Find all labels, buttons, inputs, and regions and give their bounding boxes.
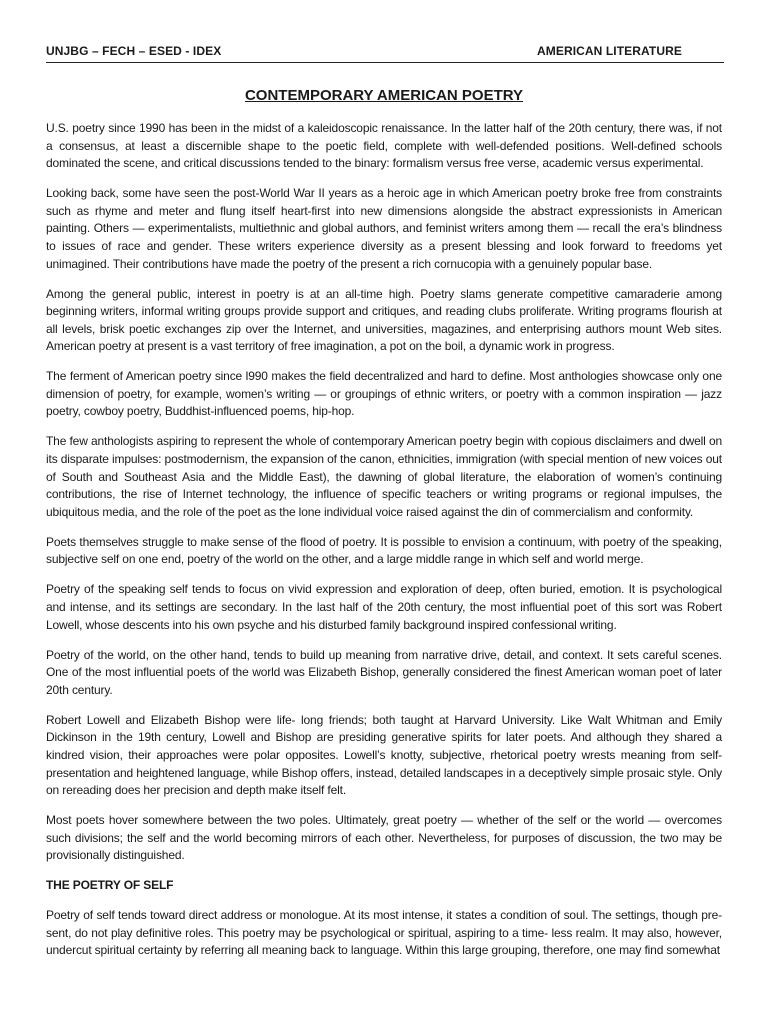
document-body <box>46 120 722 972</box>
paragraph: Poetry of the speaking self tends to focus on vivid expression and exploration of deep, often buried, emotion. It is psychological and intense, and its settings are secondary. In the last half of the 20th century, the most influential poet of this sort was Robert Lowell, whose descents into his own psyche and his disturbed family background inspired confessional writing. <box>46 582 722 632</box>
paragraph: The ferment of American poetry since l990 makes the field decentralized and hard to define. Most anthologies showcase only one dimension of poetry, for example, women’s writing — or groupings of ethnic writers, or poetry with a common inspiration — jazz poetry, cowboy poetry, Buddhist-influenced poems, hip-hop. <box>46 369 722 419</box>
paragraph: Among the general public, interest in poetry is at an all-time high. Poetry slams generate competitive camaraderie among beginning writers, informal writing groups provide support and critiques, and reading clubs proliferate. Writing programs flourish at all levels, brisk poetic exchanges zip over the Internet, and universities, magazines, and enterprising authors mount Web sites. American poetry at present is a vast territory of free imagination, a pot on the boil, a dynamic work in progress. <box>46 286 722 354</box>
page-header <box>46 44 722 64</box>
paragraph: Poetry of self tends toward direct address or monologue. At its most intense, it states a condition of soul. The settings, though pre- sent, do not play definitive roles. This poetry may be psychological or spiritual, aspiring to a time- less realm. It may also, however, undercut spiritual certainty by referring all meaning back to language. Within this large grouping, therefore, one may find somewhat <box>46 908 722 958</box>
header-course: AMERICAN LITERATURE <box>536 44 682 58</box>
paragraph: The few anthologists aspiring to represent the whole of contemporary American poetry begin with copious disclaimers and dwell on its disparate impulses: postmodernism, the expansion of the canon, ethnicities, immigration (with special mention of new voices out of South and Southeast Asia and the Middle East), the dawning of global literature, the elaboration of women’s continuing contributions, the rise of Internet technology, the influence of specific teachers or writing programs or regional impulses, the ubiquitous media, and the role of the poet as the lone individual voice raised against the din of commercialism and conformity. <box>46 434 722 519</box>
paragraph: U.S. poetry since 1990 has been in the midst of a kaleidoscopic renaissance. In the latter half of the 20th century, there was, if not a consensus, at least a discernible shape to the poetic field, complete with well-defended positions. Well-defined schools dominated the scene, and critical discussions tended to the binary: formalism versus free verse, academic versus experimental. <box>46 121 722 171</box>
header-institution: UNJBG – FECH – ESED - IDEX <box>46 44 222 58</box>
paragraph: Poets themselves struggle to make sense of the flood of poetry. It is possible to envision a continuum, with poetry of the speaking, subjective self on one end, poetry of the world on the other, and a large middle range in which self and world merge. <box>46 534 722 567</box>
paragraph: Looking back, some have seen the post-World War II years as a heroic age in which American poetry broke free from constraints such as rhyme and meter and flung itself heart-first into new dimensions alongside the abstract expressionists in American painting. Others — experimentalists, multiethnic and global authors, and feminist writers among them — recall the era’s blindness to issues of race and gender. These writers experience diversity as a present blessing and look forward to freedoms yet unimagined. Their contributions have made the poetry of the present a rich cornucopia with a genuinely popular base. <box>46 186 722 271</box>
paragraph: Most poets hover somewhere between the two poles. Ultimately, great poetry — whether of the self or the world — overcomes such divisions; the self and the world becoming mirrors of each other. Nevertheless, for purposes of discussion, the two may be provisionally distinguished. <box>46 813 722 863</box>
paragraph: Poetry of the world, on the other hand, tends to build up meaning from narrative drive, detail, and context. It sets careful scenes. One of the most influential poets of the world was Elizabeth Bishop, generally considered the finest American woman poet of later 20th century. <box>46 647 722 697</box>
page-title: CONTEMPORARY AMERICAN POETRY <box>244 87 524 104</box>
paragraph: Robert Lowell and Elizabeth Bishop were life- long friends; both taught at Harvard University. Like Walt Whitman and Emily Dickinson in the 19th century, Lowell and Bishop are presiding generative spirits for later poets. And although they shared a kindred vision, their approaches were polar opposites. Lowell’s knotty, subjective, rhetorical poetry wrests meaning from self-presentation and heightened language, while Bishop offers, instead, detailed landscapes in a deceptively simple prosaic style. Only on rereading does her precision and depth make itself felt. <box>46 712 722 798</box>
header-rule <box>46 62 724 63</box>
section-heading: THE POETRY OF SELF <box>46 878 174 893</box>
